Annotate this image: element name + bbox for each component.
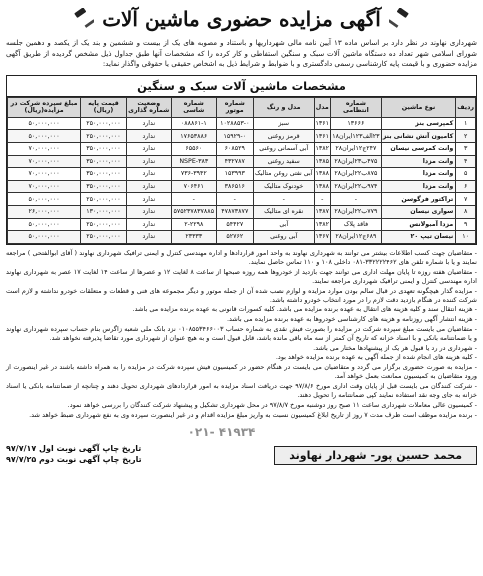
table-cell: آبی آسمانی روغنی — [253, 142, 314, 155]
table-cell: نقره ای متالیک — [253, 205, 314, 218]
footer — [6, 443, 477, 465]
table-cell: ۵۰,۰۰۰,۰۰۰ — [8, 218, 81, 231]
table-cell: ۷۰,۰۰۰,۰۰۰ — [8, 142, 81, 155]
table-cell: ۵۰,۰۰۰,۰۰۰ — [8, 117, 81, 130]
table-row — [8, 218, 476, 231]
table-cell: ۰۸۸۸۶۱-۱ — [171, 117, 216, 130]
condition-item: - برنده مزایده موظف است ظرف مدت ۷ روز از تاریخ ابلاغ کمیسیون نسبت به واریز مبلغ مزایده اقدام و در غیر اینصورت سپرده وی به نفع شهرداری ضبط خواهد شد. — [29, 410, 477, 419]
phone-number: ۰۲۱- ۴۱۹۳۴ — [187, 424, 256, 439]
spec-title: مشخصات ماشین آلات سبک و سنگین — [7, 76, 476, 97]
condition-item: - مزایده گذار هیچگونه تعهدی در قبال سالم بودن موارد مزایده و لوازم نصب شده آن از جمله موتور و دیگر مجموعه های فنی و قطعات و متعلقات خودرو نداشته و لازم است شرکت کننده در هنگام بازدید دقت لازم را در مورد انتخاب خودرو داشته باشد. — [6, 286, 477, 304]
table-row — [8, 193, 476, 206]
table-cell: ۳۵۰,۰۰۰,۰۰۰ — [81, 142, 127, 155]
table-cell: ۱۰۲۸۸۵۳-۰ — [216, 117, 253, 130]
table-header-row — [8, 97, 476, 117]
table-cell: - — [216, 193, 253, 206]
condition-item: - شهرداری در رد یا قبول هر یک از پیشنهادها مختار می باشد. — [313, 343, 477, 352]
table-cell: قرمز روغنی — [253, 130, 314, 143]
table-cell: ۲۴۷ج۱۲ایران۲۸ — [331, 142, 382, 155]
table-cell: ۱۳۰,۰۰۰,۰۰۰ — [81, 205, 127, 218]
table-cell: ۵۰,۰۰۰,۰۰۰ — [8, 130, 81, 143]
table-cell: ۷۷۹ب۲۲ایران۲۸ — [331, 205, 382, 218]
table-cell: ۲۵۰,۰۰۰,۰۰۰ — [81, 231, 127, 244]
table-cell: ۱۳۶۱ — [314, 130, 331, 143]
table-cell: ۹۷۴ب۲۲ایران۲۸ — [331, 180, 382, 193]
table-cell: فاقد پلاک — [331, 218, 382, 231]
table-cell: ۱۵۹۲۹-۰ — [216, 130, 253, 143]
column-header: مبلغ سپرده شرکت در مزایده(ریال) — [8, 97, 81, 117]
table-cell: ندارد — [126, 117, 171, 130]
column-header: شماره انتظامی — [331, 97, 382, 117]
table-cell: کامیون آتش نشانی بنز — [381, 130, 456, 143]
column-header: شماره موتور — [216, 97, 253, 117]
date-first: تاریخ چاپ آگهی نوبت اول ۹۷/۷/۱۷ — [6, 443, 142, 453]
table-cell: ۱ — [456, 117, 476, 130]
table-cell: ۱۳۶۶۶ — [331, 117, 382, 130]
header — [6, 4, 477, 34]
table-cell: کمپرسی بنز — [381, 117, 456, 130]
table-cell: - — [253, 193, 314, 206]
table-row — [8, 117, 476, 130]
table-row — [8, 231, 476, 244]
spec-table-box — [6, 75, 477, 245]
table-cell: ندارد — [126, 218, 171, 231]
condition-item: - کلیه هزینه های انجام شده از جمله آگهی به عهده برنده مزایده خواهد بود. — [275, 353, 477, 362]
column-header: وضعیت شماره گذاری — [126, 97, 171, 117]
table-cell: تراکتور فرگوسن — [381, 193, 456, 206]
condition-item: - متقاضیان هفته روزه تا پایان مهلت اداری می توانند جهت بازدید از خودروها همه روزه صبحها از ساعت ۸ لغایت ۱۲ و عصرها از ساعت ۱۴ لغایت ۱۷ عصر به شهرداری نهاوند اداره مهندسی کنترل و ایمنی ترافیک شهرداری مراجعه نمایند. — [6, 267, 477, 285]
table-cell: ۶۸۹ج۱۲ایران۲۸ — [331, 231, 382, 244]
table-cell: ۲۵۰,۰۰۰,۰۰۰ — [81, 130, 127, 143]
table-cell: ندارد — [126, 193, 171, 206]
table-cell: ۱۷۶۵۳۸۸۶ — [171, 130, 216, 143]
column-header: مدل — [314, 97, 331, 117]
table-cell: ۳۵۰,۰۰۰,۰۰۰ — [81, 168, 127, 181]
table-cell: ۱۵۳۹۹۳ — [216, 168, 253, 181]
table-cell: ۶۵۵۶۰ — [171, 142, 216, 155]
conditions-section — [6, 249, 477, 420]
column-header: شماره شاسی — [171, 97, 216, 117]
table-cell: وانت کمرسی نیسان — [381, 142, 456, 155]
column-header: قیمت پایه (ریال) — [81, 97, 127, 117]
column-header: نوع ماشین — [381, 97, 456, 117]
table-cell: ۴۷۸۷۳۸۷۷ — [216, 205, 253, 218]
table-cell: ۲-۲۲۹۸ — [171, 218, 216, 231]
column-header: مدل و رنگ — [253, 97, 314, 117]
table-row — [8, 168, 476, 181]
publication-dates — [6, 443, 142, 465]
table-cell: ۳۵۰,۰۰۰,۰۰۰ — [81, 155, 127, 168]
table-cell: ۷۰,۰۰۰,۰۰۰ — [8, 168, 81, 181]
table-row — [8, 142, 476, 155]
table-row — [8, 155, 476, 168]
table-cell: ندارد — [126, 130, 171, 143]
table-cell: ۳۵۰,۰۰۰,۰۰۰ — [81, 180, 127, 193]
table-body — [8, 117, 476, 243]
table-cell: سبز — [253, 117, 314, 130]
table-cell: آبی نفتی روغن متالیک — [253, 168, 314, 181]
date-second: تاریخ چاپ آگهی نوبت دوم ۹۷/۷/۲۵ — [6, 454, 142, 464]
table-cell: ۵ — [456, 168, 476, 181]
table-cell: ۳۸۶۵۱۶ — [216, 180, 253, 193]
table-cell: ۱۳۸۷ — [314, 205, 331, 218]
table-cell: ۸۷۵ب۲۲ایران۲۸ — [331, 168, 382, 181]
table-cell: ۱۰ — [456, 231, 476, 244]
table-cell: وانت مزدا — [381, 180, 456, 193]
table-cell: وانت مزدا — [381, 155, 456, 168]
table-cell: - — [314, 193, 331, 206]
table-cell: ندارد — [126, 205, 171, 218]
table-cell: - — [171, 193, 216, 206]
table-cell: ۵۷۵۲۳۷۸۳۷۸۸۵ — [171, 205, 216, 218]
table-row — [8, 130, 476, 143]
table-cell: آبی — [253, 218, 314, 231]
column-header: ردیف — [456, 97, 476, 117]
table-cell: ۴ — [456, 155, 476, 168]
table-cell: ۸ — [456, 205, 476, 218]
table-row — [8, 205, 476, 218]
table-cell: ۴۳۲۷۸۷ — [216, 155, 253, 168]
signature: محمد حسین پور- شهردار نهاوند — [274, 446, 477, 465]
table-cell: آبی روغنی — [253, 231, 314, 244]
gavel-icon — [72, 8, 94, 30]
table-cell: ۷۰,۰۰۰,۰۰۰ — [8, 180, 81, 193]
table-cell: ۱۳۸۲ — [314, 142, 331, 155]
intro-text: شهرداری نهاوند در نظر دارد بر اساس ماده ۱۳ آیین نامه مالی شهرداریها و باستناد و مصوبه های یک از بیست و ششمین و بند یک از یکصد و دهمین جلسه شورای اسلامی شهر تعداد ده دستگاه ماشین آلات سبک و سنگین استفاطی و کار کرده را که مشخصات آنها طبق جداول ذیل مشخص گردیده از طریق آگهی مزایده حضوری و با قیمت پایه کارشناسی رسمی دادگستری و با ضوابط و شرایط ذیل به اشخاص حقیقی یا حقوقی واگذار نماید: — [6, 38, 477, 69]
table-cell: ندارد — [126, 142, 171, 155]
table-cell: ۶۰۸۵۲۹ — [216, 142, 253, 155]
condition-item: - متقاضیان جهت کسب اطلاعات بیشتر می توانند به شهرداری نهاوند به واحد امور قراردادها و اداره مهندسی کنترل و ایمنی ترافیک شهرداری نهاوند ( آقای ابوالفتحی ) مراجعه نمایند و یا با شماره تلفن های ۳۳۲۲۲۲۴۶۲-۰۸۱ داخلی ۱۰۸ و ۱۱۰ تماس حاصل نمایند. — [6, 248, 477, 266]
table-cell: ۵۰,۰۰۰,۰۰۰ — [8, 193, 81, 206]
table-cell: ۱۳۸۵ — [314, 155, 331, 168]
table-cell: ۳ — [456, 142, 476, 155]
table-cell: خودنوک متالیک — [253, 180, 314, 193]
table-cell: سواری نیسان — [381, 205, 456, 218]
table-cell: ۱۳۸۸ — [314, 180, 331, 193]
table-cell: ۱۳۸۸ — [314, 168, 331, 181]
table-cell: ندارد — [126, 155, 171, 168]
table-cell: ۹ — [456, 218, 476, 231]
table-cell: ۷۰,۰۰۰,۰۰۰ — [8, 155, 81, 168]
table-row — [8, 180, 476, 193]
condition-item: - مزایده به صورت حضوری برگزار می گردد و متقاضیان می بایست در هنگام حضور در کمیسیون فیش سپرده شرکت در مزایده را به همراه داشته باشند در غیر اینصورت از ورود متقاضیان به کمیسیون ممانعت بعمل خواهد آمد. — [6, 363, 477, 381]
table-cell: ۲۳۳۳۳ — [171, 231, 216, 244]
table-cell: ۶ — [456, 180, 476, 193]
table-cell: سفید روغنی — [253, 155, 314, 168]
table-cell: ۴۷۵ب۲۳ایران۲۸ — [331, 155, 382, 168]
gavel-icon — [389, 8, 411, 30]
table-cell: ۱۳۶۱ — [314, 117, 331, 130]
table-cell: ۷۳۶-۳۹۴۲ — [171, 168, 216, 181]
table-cell: ۱۳۶۷ — [314, 231, 331, 244]
table-cell: ۵۲۷۶۲ — [216, 231, 253, 244]
phone-row — [6, 421, 477, 440]
table-cell: - — [331, 193, 382, 206]
condition-item: - هزینه انتقال سند و کلیه هزینه های انتقال به عهده برنده مزایده می باشد. کلیه کسورات قانونی به عهده برنده مزایده می باشد. — [132, 305, 477, 314]
page-title: آگهی مزایده حضوری ماشین آلات — [102, 7, 381, 31]
condition-item: - هزینه انتشار آگهی روزنامه و هزینه های کارشناسی خودروها به عهده برنده مزایده می باشد. — [226, 315, 477, 324]
table-cell: NSPE-۳۸۳ — [171, 155, 216, 168]
table-cell: ۵۴۴۲۷ — [216, 218, 253, 231]
machinery-table — [7, 97, 476, 244]
table-cell: ندارد — [126, 231, 171, 244]
table-cell: ۲۵۰,۰۰۰,۰۰۰ — [81, 117, 127, 130]
condition-item: - کمیسیون عالی معاملات شهرداری ساعت ۱۱ صبح روز دوشنبه مورخ ۹۷/۸/۷ در محل شهرداری تشکیل و پیشنهاد شرکت کنندگان را بررسی خواهد نمود. — [67, 400, 477, 409]
table-cell: ندارد — [126, 168, 171, 181]
table-cell: وانت مزدا — [381, 168, 456, 181]
table-cell: ۵۰,۰۰۰,۰۰۰ — [8, 231, 81, 244]
table-cell: ۷ — [456, 193, 476, 206]
table-cell: ۲۵۰,۰۰۰,۰۰۰ — [81, 218, 127, 231]
table-cell: ۲۵۰,۰۰۰,۰۰۰ — [81, 193, 127, 206]
condition-item: - متقاضیان می بایست مبلغ سپرده شرکت در مزایده را بصورت فیش نقدی به شماره حساب ۰۱۰۸۵۵۳۴۶۶۰۰۳ نزد بانک ملی شعبه زاگرس بنام حساب سپرده شهرداری نهاوند و یا ضمانتنامه بانکی و با اسناد خزانه که تاریخ آن کمتر از سه ماه باقی مانده باشد، قابل قبول است و به هیچ عنوان از شهرداری مورد تقاضا پذیرفته نخواهد شد. — [6, 324, 477, 343]
table-cell: ۷۰۶۴۶۱ — [171, 180, 216, 193]
table-cell: ۱۳۸۲ — [314, 218, 331, 231]
table-cell: مزدا آمبولانس — [381, 218, 456, 231]
table-cell: ۲۶,۰۰۰,۰۰۰ — [8, 205, 81, 218]
table-cell: ۲ — [456, 130, 476, 143]
condition-item: - شرکت کنندگان می بایست قبل از پایان وقت اداری مورخ ۹۷/۸/۶ جهت دریافت اسناد مزایده به امور قراردادهای شهرداری تحویل دهند و چنانچه از ضمانتنامه بانکی یا اسناد خزانه به جای وجه نقد استفاده نمایند کپی ضمانتنامه را تحویل دهند. — [6, 382, 477, 400]
table-cell: نیسان تیپ ۲۰ — [381, 231, 456, 244]
table-cell: ندارد — [126, 180, 171, 193]
table-cell: ۲۳الف۱۲۳ایران۱۸ — [331, 130, 382, 143]
